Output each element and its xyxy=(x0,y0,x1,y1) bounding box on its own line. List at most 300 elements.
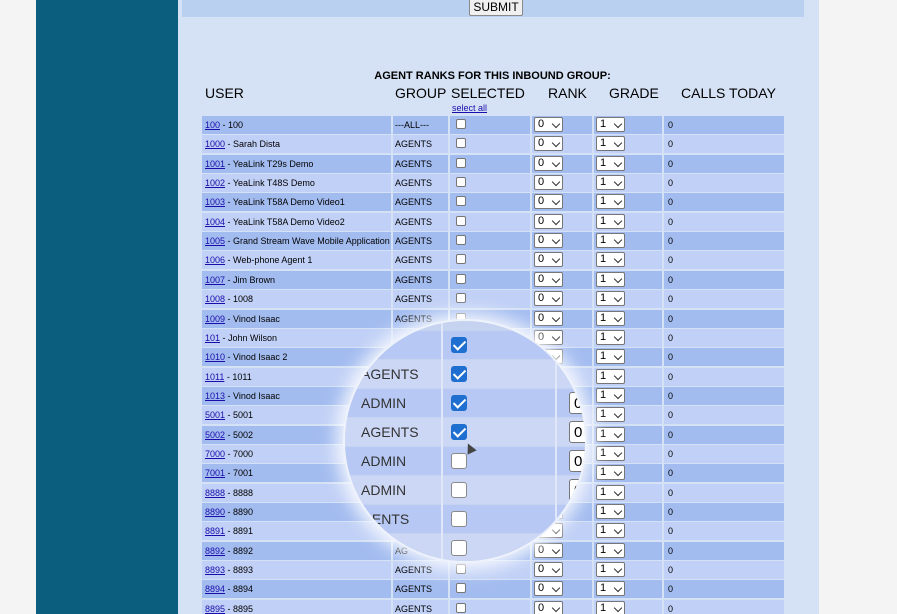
user-name: - Grand Stream Wave Mobile Application xyxy=(225,236,390,247)
group-cell: ---ALL--- xyxy=(393,116,448,134)
rank-cell xyxy=(532,580,592,598)
user-id-link[interactable]: 1002 xyxy=(205,178,226,189)
magnified-row xyxy=(345,476,585,504)
rank-cell xyxy=(532,213,592,231)
selected-checkbox[interactable] xyxy=(456,119,466,129)
magnified-checkbox[interactable] xyxy=(451,395,467,411)
grade-select[interactable] xyxy=(596,523,625,538)
user-id-link[interactable]: 100 xyxy=(205,120,221,130)
rank-cell xyxy=(532,251,592,269)
chevron-down-icon xyxy=(614,236,622,244)
chevron-down-icon xyxy=(552,197,560,205)
grade-cell xyxy=(594,213,662,231)
chevron-down-icon xyxy=(614,313,622,321)
magnified-checkbox[interactable] xyxy=(451,424,467,440)
header-calls-today: CALLS TODAY xyxy=(681,85,776,101)
grade-select[interactable] xyxy=(596,233,625,248)
user-id-link[interactable]: 101 xyxy=(205,332,221,343)
rank-value: 0 xyxy=(538,118,545,130)
user-cell xyxy=(202,116,391,134)
user-cell xyxy=(202,232,391,250)
user-id-link[interactable]: 5001 xyxy=(205,410,226,421)
user-name: - 7001 xyxy=(225,468,254,479)
grade-value: 1 xyxy=(600,524,607,537)
magnified-group: ADMIN xyxy=(361,482,407,498)
user-id-link[interactable]: 1011 xyxy=(205,371,225,382)
rank-cell xyxy=(532,135,592,153)
selected-checkbox[interactable] xyxy=(456,158,466,168)
grade-select[interactable] xyxy=(596,194,625,209)
calls-today-cell: 0 xyxy=(664,310,784,328)
submit-button[interactable]: SUBMIT xyxy=(469,0,523,16)
selected-checkbox[interactable] xyxy=(456,293,466,303)
rank-select[interactable] xyxy=(534,136,563,151)
rank-cell xyxy=(532,561,592,579)
chevron-down-icon xyxy=(614,391,622,399)
right-margin xyxy=(819,0,897,614)
chevron-down-icon xyxy=(552,217,560,225)
grade-select[interactable] xyxy=(596,272,625,287)
user-name: - 8888 xyxy=(225,487,254,498)
table-row xyxy=(202,116,784,134)
user-id-link[interactable]: 7000 xyxy=(205,448,226,459)
selected-cell xyxy=(450,561,530,579)
grade-select[interactable] xyxy=(596,330,625,345)
selected-cell xyxy=(450,193,530,211)
group-cell: AGENTS xyxy=(393,135,448,153)
calls-today-cell: 0 xyxy=(664,445,784,463)
chevron-down-icon xyxy=(552,236,560,244)
rank-select[interactable] xyxy=(534,156,563,171)
magnified-row xyxy=(345,331,585,359)
user-id-link[interactable]: 8888 xyxy=(205,487,226,498)
rank-cell xyxy=(532,155,592,173)
magnified-checkbox[interactable] xyxy=(451,366,467,382)
grade-cell xyxy=(594,329,662,347)
group-cell: AGENTS xyxy=(393,232,448,250)
rank-cell xyxy=(532,310,592,328)
grade-value: 1 xyxy=(600,176,607,189)
calls-today-cell: 0 xyxy=(664,155,784,173)
calls-today-cell: 0 xyxy=(664,174,784,192)
table-row xyxy=(202,213,784,231)
user-name: - Vinod Isaac 2 xyxy=(225,352,288,363)
user-name: - 5001 xyxy=(225,410,254,421)
magnified-group: TS xyxy=(361,337,379,353)
grade-value: 1 xyxy=(600,563,607,576)
selected-cell xyxy=(450,251,530,269)
table-row xyxy=(202,135,784,153)
calls-today-cell: 0 xyxy=(664,329,784,347)
rank-value: 0 xyxy=(538,253,545,266)
grade-select[interactable] xyxy=(596,446,625,461)
user-id-link[interactable]: 8892 xyxy=(205,545,226,556)
grade-value: 1 xyxy=(600,311,607,324)
group-cell: AGENTS xyxy=(393,193,448,211)
user-name: - 1011 xyxy=(224,371,252,382)
group-cell: AGENTS xyxy=(393,251,448,269)
grade-value: 1 xyxy=(600,582,607,595)
rank-value: 0 xyxy=(538,214,545,227)
grade-value: 1 xyxy=(600,272,607,285)
table-row xyxy=(202,580,784,598)
chevron-down-icon xyxy=(614,217,622,225)
grade-cell xyxy=(594,251,662,269)
grade-cell xyxy=(594,310,662,328)
user-cell xyxy=(202,580,391,598)
user-cell xyxy=(202,213,391,231)
calls-today-cell: 0 xyxy=(664,290,784,308)
grade-select[interactable] xyxy=(596,136,625,151)
grade-select[interactable] xyxy=(596,311,625,326)
grade-cell xyxy=(594,561,662,579)
grade-value: 1 xyxy=(600,330,607,343)
user-cell xyxy=(202,310,391,328)
header-rank: RANK xyxy=(548,85,587,101)
magnified-rank-select[interactable]: 0 xyxy=(569,450,587,472)
rank-value: 0 xyxy=(538,272,545,285)
lens-divider xyxy=(441,321,443,561)
table-row xyxy=(202,155,784,173)
rank-value: 0 xyxy=(538,292,545,305)
selected-checkbox[interactable] xyxy=(456,196,466,206)
grade-select[interactable] xyxy=(596,427,625,442)
user-cell xyxy=(202,290,391,308)
grade-select[interactable] xyxy=(596,349,625,364)
grade-select[interactable] xyxy=(596,485,625,500)
magnified-row xyxy=(345,360,585,388)
grade-cell xyxy=(594,232,662,250)
rank-select[interactable] xyxy=(534,252,563,267)
calls-today-cell: 0 xyxy=(664,484,784,502)
chevron-down-icon xyxy=(614,255,622,263)
grade-select[interactable] xyxy=(596,214,625,229)
table-row xyxy=(202,232,784,250)
selected-cell xyxy=(450,155,530,173)
chevron-down-icon xyxy=(614,507,622,515)
grade-cell xyxy=(594,522,662,540)
grade-cell xyxy=(594,426,662,444)
selected-checkbox[interactable] xyxy=(456,254,466,264)
selected-checkbox[interactable] xyxy=(456,583,466,593)
user-id-link[interactable]: 8890 xyxy=(205,507,226,517)
rank-select[interactable] xyxy=(534,194,563,209)
user-id-link[interactable]: 1010 xyxy=(205,352,226,363)
magnified-checkbox[interactable] xyxy=(451,540,467,556)
selected-cell xyxy=(450,580,530,598)
table-title: AGENT RANKS FOR THIS INBOUND GROUP: xyxy=(374,70,611,82)
calls-today-cell: 0 xyxy=(664,542,784,560)
grade-select[interactable] xyxy=(596,562,625,577)
header-selected: SELECTED xyxy=(451,85,525,101)
chevron-down-icon xyxy=(552,604,560,612)
rank-cell xyxy=(532,174,592,192)
chevron-down-icon xyxy=(614,545,622,553)
user-id-link[interactable]: 1003 xyxy=(205,197,226,208)
selected-checkbox[interactable] xyxy=(456,138,466,148)
chevron-down-icon xyxy=(614,352,622,360)
group-cell: AGENTS xyxy=(393,290,448,308)
rank-select[interactable] xyxy=(534,272,563,287)
grade-cell xyxy=(594,387,662,405)
calls-today-cell: 0 xyxy=(664,503,784,521)
selected-checkbox[interactable] xyxy=(456,235,466,245)
calls-today-cell: 0 xyxy=(664,561,784,579)
grade-value: 1 xyxy=(600,214,607,227)
chevron-down-icon xyxy=(614,429,622,437)
grade-value: 1 xyxy=(600,446,607,459)
rank-value: 0 xyxy=(538,563,545,576)
user-name: - 5002 xyxy=(225,429,254,440)
user-cell xyxy=(202,561,391,579)
user-id-link[interactable]: 1007 xyxy=(205,274,226,285)
grade-value: 1 xyxy=(600,543,607,556)
magnified-row xyxy=(345,389,585,417)
calls-today-cell: 0 xyxy=(664,251,784,269)
rank-value: 0 xyxy=(538,137,545,150)
user-name: - 8892 xyxy=(225,545,254,556)
grade-cell xyxy=(594,116,662,134)
user-name: - 8895 xyxy=(225,603,254,614)
rank-select[interactable] xyxy=(534,581,563,596)
chevron-down-icon xyxy=(614,487,622,495)
rank-cell xyxy=(532,271,592,289)
selected-checkbox[interactable] xyxy=(456,603,466,613)
calls-today-cell: 0 xyxy=(664,600,784,614)
user-id-link[interactable]: 1000 xyxy=(205,139,226,150)
selected-cell xyxy=(450,174,530,192)
chevron-down-icon xyxy=(614,584,622,592)
calls-today-cell: 0 xyxy=(664,426,784,444)
grade-cell xyxy=(594,600,662,614)
user-name: - 7000 xyxy=(225,448,254,459)
grade-select[interactable] xyxy=(596,581,625,596)
grade-select[interactable] xyxy=(596,407,625,422)
user-name: - 8890 xyxy=(225,507,254,517)
calls-today-cell: 0 xyxy=(664,213,784,231)
table-row xyxy=(202,290,784,308)
calls-today-cell: 0 xyxy=(664,193,784,211)
rank-select[interactable] xyxy=(534,214,563,229)
selected-cell xyxy=(450,600,530,614)
grade-cell xyxy=(594,193,662,211)
grade-select[interactable] xyxy=(596,252,625,267)
user-name: - YeaLink T48S Demo xyxy=(225,178,315,189)
grade-cell xyxy=(594,348,662,366)
user-name: - 8894 xyxy=(225,584,254,595)
user-id-link[interactable]: 7001 xyxy=(205,468,226,479)
grade-value: 1 xyxy=(600,253,607,266)
group-cell: AGENTS xyxy=(393,600,448,614)
calls-today-cell: 0 xyxy=(664,368,784,386)
selected-cell xyxy=(450,213,530,231)
grade-cell xyxy=(594,464,662,482)
user-id-link[interactable]: 8894 xyxy=(205,584,226,595)
rank-value: 0 xyxy=(538,195,545,208)
table-row xyxy=(202,561,784,579)
magnified-rank-select[interactable]: 0 xyxy=(569,392,587,414)
user-name: - 8893 xyxy=(225,565,254,576)
chevron-down-icon xyxy=(552,178,560,186)
magnified-group: AGENTS xyxy=(361,424,419,440)
grade-select[interactable] xyxy=(596,291,625,306)
grade-value: 1 xyxy=(600,408,607,421)
table-row xyxy=(202,251,784,269)
user-name: - YeaLink T58A Demo Video1 xyxy=(225,197,345,208)
magnified-row xyxy=(345,418,585,446)
group-cell: AGENTS xyxy=(393,271,448,289)
grade-select[interactable] xyxy=(596,504,625,519)
rank-select[interactable] xyxy=(534,117,563,132)
rank-select[interactable] xyxy=(534,601,563,614)
rank-select[interactable] xyxy=(534,311,563,326)
chevron-down-icon xyxy=(552,139,560,147)
selected-cell xyxy=(450,271,530,289)
selected-cell xyxy=(450,232,530,250)
selected-cell xyxy=(450,135,530,153)
grade-cell xyxy=(594,271,662,289)
magnified-group: AGENTS xyxy=(361,366,419,382)
user-name: - YeaLink T58A Demo Video2 xyxy=(225,216,345,227)
grade-select[interactable] xyxy=(596,465,625,480)
chevron-down-icon xyxy=(614,178,622,186)
chevron-down-icon xyxy=(614,604,622,612)
table-row xyxy=(202,193,784,211)
calls-today-cell: 0 xyxy=(664,232,784,250)
chevron-down-icon xyxy=(614,197,622,205)
calls-today-cell: 0 xyxy=(664,406,784,424)
grade-select[interactable] xyxy=(596,156,625,171)
magnified-checkbox[interactable] xyxy=(451,511,467,527)
chevron-down-icon xyxy=(552,158,560,166)
grade-value: 1 xyxy=(600,118,607,130)
rank-value: 0 xyxy=(538,176,545,189)
user-cell xyxy=(202,271,391,289)
submit-bar xyxy=(182,0,804,17)
calls-today-cell: 0 xyxy=(664,464,784,482)
chevron-down-icon xyxy=(552,294,560,302)
lens-divider xyxy=(555,321,557,561)
rank-select[interactable] xyxy=(534,175,563,190)
user-id-link[interactable]: 1009 xyxy=(205,313,226,324)
chevron-down-icon xyxy=(614,275,622,283)
group-cell: AGENTS xyxy=(393,310,448,328)
magnified-group: ADMIN xyxy=(361,453,407,469)
chevron-down-icon xyxy=(614,468,622,476)
magnified-rank-select[interactable]: 0 xyxy=(569,479,587,501)
magnified-checkbox[interactable] xyxy=(451,453,467,469)
chevron-down-icon xyxy=(614,449,622,457)
calls-today-cell: 0 xyxy=(664,580,784,598)
left-margin xyxy=(0,0,36,614)
rank-cell xyxy=(532,116,592,134)
grade-select[interactable] xyxy=(596,369,625,384)
magnified-checkbox[interactable] xyxy=(451,337,467,353)
table-row xyxy=(202,600,784,614)
rank-select[interactable] xyxy=(534,291,563,306)
chevron-down-icon xyxy=(552,565,560,573)
user-id-link[interactable]: 1013 xyxy=(205,390,226,401)
grade-cell xyxy=(594,155,662,173)
grade-cell xyxy=(594,290,662,308)
header-user: USER xyxy=(205,85,244,101)
user-cell xyxy=(202,193,391,211)
user-name: - 1008 xyxy=(225,294,254,305)
calls-today-cell: 0 xyxy=(664,271,784,289)
user-id-link[interactable]: 8891 xyxy=(205,526,226,537)
selected-checkbox[interactable] xyxy=(456,177,466,187)
user-name: - 8891 xyxy=(225,526,254,537)
group-cell: AGENTS xyxy=(393,174,448,192)
rank-select[interactable] xyxy=(534,233,563,248)
magnifier-lens xyxy=(343,319,587,563)
grade-value: 1 xyxy=(600,156,607,169)
grade-value: 1 xyxy=(600,427,607,440)
user-id-link[interactable]: 1004 xyxy=(205,216,226,227)
grade-select[interactable] xyxy=(596,175,625,190)
grade-select[interactable] xyxy=(596,388,625,403)
selected-cell xyxy=(450,116,530,134)
rank-value: 0 xyxy=(538,601,545,614)
calls-today-cell: 0 xyxy=(664,348,784,366)
user-id-link[interactable]: 1006 xyxy=(205,255,226,266)
magnified-checkbox[interactable] xyxy=(451,482,467,498)
rank-cell xyxy=(532,193,592,211)
grade-value: 1 xyxy=(600,505,607,517)
selected-checkbox[interactable] xyxy=(456,216,466,226)
grade-value: 1 xyxy=(600,292,607,305)
calls-today-cell: 0 xyxy=(664,135,784,153)
select-all-link[interactable]: select all xyxy=(452,103,488,113)
user-cell xyxy=(202,600,391,614)
grade-cell xyxy=(594,406,662,424)
grade-value: 1 xyxy=(600,195,607,208)
user-name: - Vinod Isaac xyxy=(225,390,280,401)
magnified-group: GENTS xyxy=(361,511,410,527)
rank-value: 0 xyxy=(538,156,545,169)
user-id-link[interactable]: 1008 xyxy=(205,294,226,305)
user-id-link[interactable]: 5002 xyxy=(205,429,226,440)
user-cell xyxy=(202,174,391,192)
selected-checkbox[interactable] xyxy=(456,274,466,284)
rank-select[interactable] xyxy=(534,562,563,577)
magnified-group: TS xyxy=(361,540,379,556)
grade-select[interactable] xyxy=(596,543,625,558)
grade-select[interactable] xyxy=(596,601,625,614)
grade-value: 1 xyxy=(600,485,607,498)
user-id-link[interactable]: 1001 xyxy=(205,158,226,169)
user-id-link[interactable]: 1005 xyxy=(205,236,226,247)
grade-value: 1 xyxy=(600,137,607,150)
group-cell: AGENTS xyxy=(393,213,448,231)
chevron-down-icon xyxy=(614,294,622,302)
grade-value: 1 xyxy=(600,234,607,247)
user-cell xyxy=(202,251,391,269)
selected-checkbox[interactable] xyxy=(456,564,466,574)
chevron-down-icon xyxy=(614,565,622,573)
grade-select[interactable] xyxy=(596,117,625,132)
user-id-link[interactable]: 8895 xyxy=(205,603,226,614)
chevron-down-icon xyxy=(552,120,560,128)
header-grade: GRADE xyxy=(609,85,659,101)
user-name: - 100 xyxy=(220,120,244,130)
header-group: GROUP xyxy=(395,85,447,101)
group-cell: AGENTS xyxy=(393,580,448,598)
user-id-link[interactable]: 8893 xyxy=(205,565,226,576)
rank-cell xyxy=(532,290,592,308)
magnified-rank-select[interactable]: 0 xyxy=(569,421,587,443)
rank-cell xyxy=(532,232,592,250)
